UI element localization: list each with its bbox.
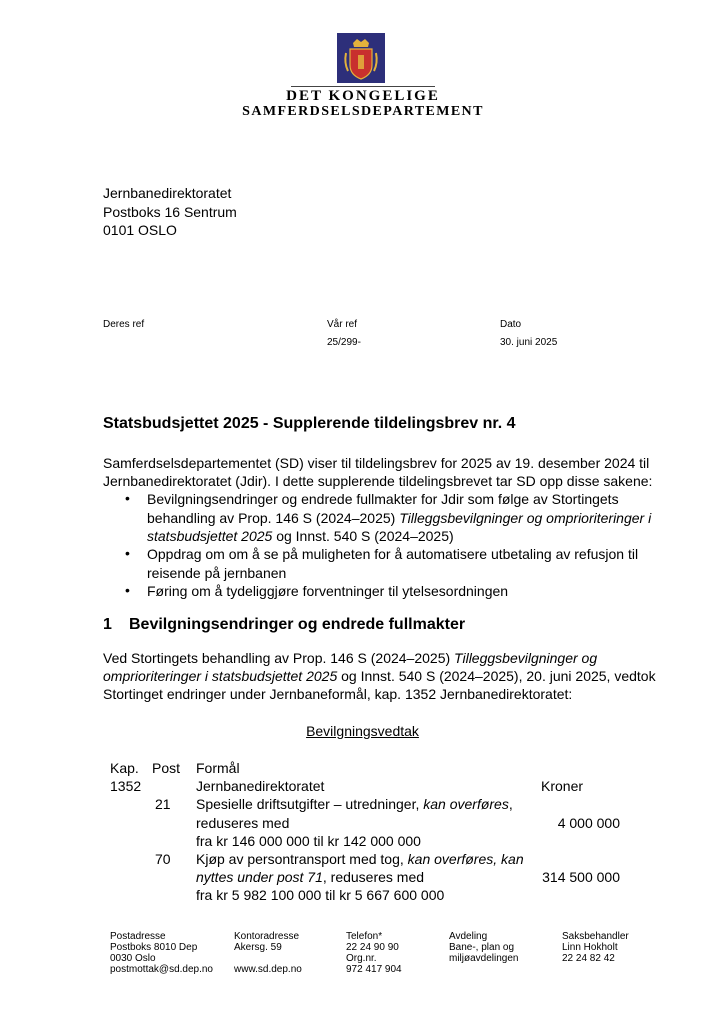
logo-divider [291,86,435,87]
col-kroner: Kroner [541,778,584,794]
vedtak-heading: Bevilgningsvedtak [306,723,419,739]
coat-of-arms-icon [337,33,385,83]
page-title: Statsbudsjettet 2025 - Supplerende tildelingsbrev nr. 4 [103,415,516,432]
row-70-line-3: fra kr 5 982 100 000 til kr 5 667 600 000 [196,887,445,903]
row-70-amount: 314 500 000 [542,869,620,885]
section-1-para-line-1: Ved Stortingets behandling av Prop. 146 S (2024–2025) Tilleggsbevilgninger og [103,650,598,666]
var-ref-label: Vår ref [327,319,358,330]
recipient-line-3: 0101 OSLO [103,222,177,238]
bullet-dot: • [125,545,130,561]
deres-ref-label: Deres ref [103,319,145,330]
kap-number: 1352 [110,778,142,794]
col-formal: Formål [196,760,240,776]
row-70-line-2: nyttes under post 71, reduseres med [196,869,425,885]
logo-line-1: DET KONGELIGE [286,88,440,104]
bullet-1-line-1: Bevilgningsendringer og endrede fullmakter for Jdir som følge av Stortingets [147,491,619,507]
section-1-para-line-2: omprioriteringer i statsbudsjettet 2025 og Innst. 540 S (2024–2025), 20. juni 2025, vedtok [103,668,656,684]
recipient-line-2: Postboks 16 Sentrum [103,204,237,220]
section-1-para-line-3: Stortinget endringer under Jernbaneformål, kap. 1352 Jernbanedirektoratet: [103,686,573,702]
kap-name: Jernbanedirektoratet [196,778,325,794]
dato-label: Dato [500,319,522,330]
bullet-1-line-2: behandling av Prop. 146 S (2024–2025) Tilleggsbevilgninger og omprioriteringer i [147,510,652,526]
bullet-dot: • [125,490,130,506]
bullet-2-line-1: Oppdrag om om å se på muligheten for å automatisere utbetaling av refusjon til [147,546,639,562]
col-kap: Kap. [110,760,139,776]
logo-line-2: SAMFERDSELSDEPARTEMENT [242,104,484,119]
footer-saksbehandler: Saksbehandler Linn Hokholt 22 24 82 42 [562,931,629,964]
footer-avdeling: Avdeling Bane-, plan og miljøavdelingen [449,931,519,964]
section-1-heading: Bevilgningsendringer og endrede fullmakter [129,616,466,633]
row-21-line-1: Spesielle driftsutgifter – utredninger, kan overføres, [196,796,513,812]
footer-kontoradresse: Kontoradresse Akersg. 59 www.sd.dep.no [234,931,302,975]
recipient-line-1: Jernbanedirektoratet [103,185,232,201]
footer-postadresse: Postadresse Postboks 8010 Dep 0030 Oslo postmottak@sd.dep.no [110,931,213,975]
row-70-line-1: Kjøp av persontransport med tog, kan overføres, kan [196,851,524,867]
row-21-line-2: reduseres med [196,815,290,831]
intro-line-1: Samferdselsdepartementet (SD) viser til tildelingsbrev for 2025 av 19. desember 2024 til [103,455,650,471]
row-21-amount: 4 000 000 [557,815,620,831]
dato-value: 30. juni 2025 [500,337,558,348]
bullet-dot: • [125,582,130,598]
bullet-1-line-3: statsbudsjettet 2025 og Innst. 540 S (2024–2025) [147,528,454,544]
row-21-line-3: fra kr 146 000 000 til kr 142 000 000 [196,833,421,849]
section-1-number: 1 [103,616,112,633]
footer-telefon: Telefon* 22 24 90 90 Org.nr. 972 417 904 [346,931,402,975]
col-post: Post [152,760,181,776]
intro-line-2: Jernbanedirektoratet (Jdir). I dette supplerende tildelingsbrevet tar SD opp disse sakene: [103,473,653,489]
post-70: 70 [155,851,171,867]
bullet-3-line-1: Føring om å tydeliggjøre forventninger til ytelsesordningen [147,583,509,599]
post-21: 21 [155,796,171,812]
bullet-2-line-2: reisende på jernbanen [147,565,287,581]
var-ref-value: 25/299- [327,337,361,348]
